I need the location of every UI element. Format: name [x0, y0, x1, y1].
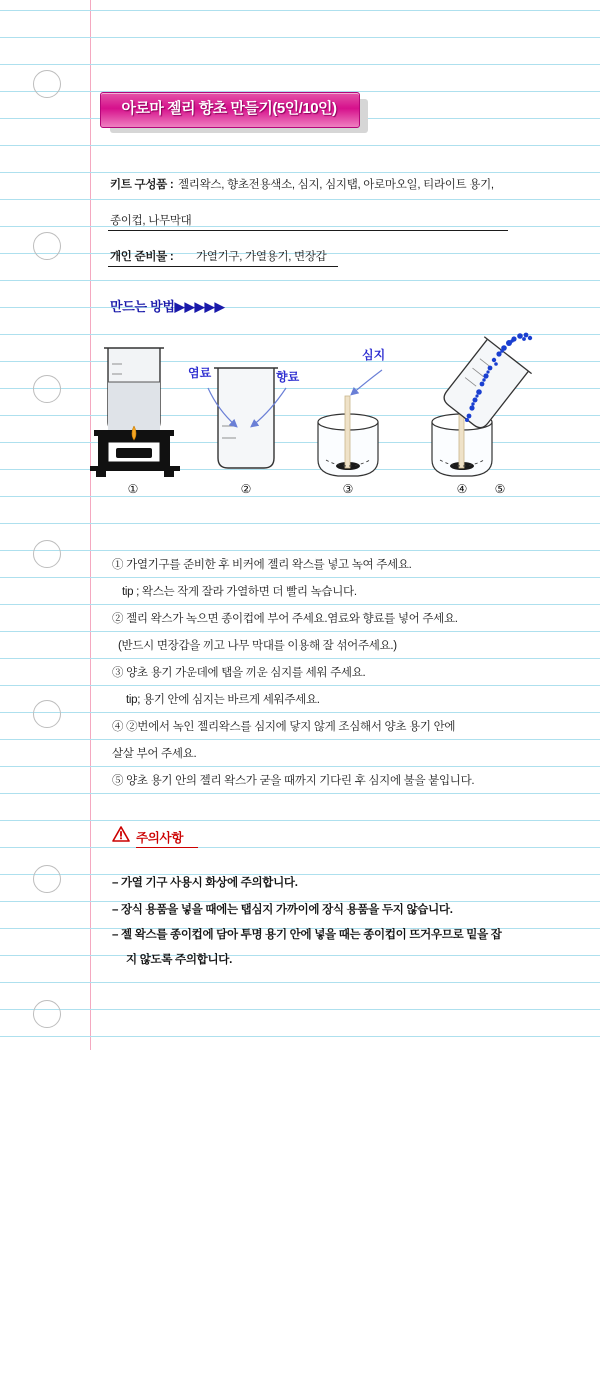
- caution-line-4: 지 않도록 주의합니다.: [126, 954, 232, 966]
- kit-label: 키트 구성품 :: [110, 179, 174, 191]
- diagram-step-5: ⑤: [494, 482, 506, 496]
- caution-title-underline: [136, 847, 198, 848]
- label-wick: 심지: [362, 348, 386, 362]
- step-text-1-tip: tip ; 왁스는 작게 잘라 가열하면 더 빨리 녹습니다.: [122, 586, 357, 598]
- caution-line-2: – 장식 용품을 넣을 때에는 탭심지 가까이에 장식 용품을 두지 않습니다.: [112, 904, 453, 916]
- step-text-2-note: (반드시 면장갑을 끼고 나무 막대를 이용해 잘 섞어주세요.): [118, 640, 397, 652]
- step-text-2: ② 젤리 왁스가 녹으면 종이컵에 부어 주세요.염료와 향료를 넣어 주세요.: [112, 613, 458, 625]
- step-text-4: ④ ②번에서 녹인 젤리왁스를 심지에 닿지 않게 조심해서 양초 용기 안에: [112, 721, 456, 733]
- method-heading: [110, 296, 225, 315]
- title-banner: [100, 92, 365, 132]
- step2-beaker: [214, 368, 278, 468]
- kit-underline: [108, 230, 508, 231]
- step-text-4-cont: 살살 부어 주세요.: [112, 748, 197, 760]
- kit-line2: 종이컵, 나무막대: [110, 215, 192, 227]
- caution-line-3: – 젤 왁스를 종이컵에 담아 투명 용기 안에 넣을 때는 종이컵이 뜨거우므로 밑을 잡: [112, 929, 502, 941]
- personal-label: 개인 준비물 :: [110, 251, 174, 263]
- step-text-3-tip: tip; 용기 안에 심지는 바르게 세워주세요.: [126, 694, 320, 706]
- diagram-step-1: ①: [127, 482, 139, 496]
- wick-arrow: [352, 370, 382, 394]
- caution-line-1: – 가열 기구 사용시 화상에 주의합니다.: [112, 877, 298, 889]
- step-text-3: ③ 양초 용기 가운데에 탭을 끼운 심지를 세워 주세요.: [112, 667, 366, 679]
- diagram-step-2: ②: [240, 482, 252, 496]
- caution-title: 주의사항: [136, 831, 184, 845]
- page-title: 아로마 젤리 향초 만들기(5인/10인): [121, 100, 337, 117]
- process-diagram: [90, 330, 560, 510]
- kit-line1: 젤리왁스, 향초전용색소, 심지, 심지탭, 아로마오일, 티라이트 용기,: [178, 179, 494, 191]
- diagram-step-4: ④: [456, 482, 468, 496]
- step1-heating-beaker: [90, 348, 180, 477]
- step-text-5: ⑤ 양초 용기 안의 젤리 왁스가 굳을 때까지 기다린 후 심지에 불을 붙입니다.: [112, 775, 475, 787]
- personal-line1: 가열기구, 가열용기, 면장갑: [196, 251, 327, 263]
- warning-triangle-icon: [112, 826, 130, 842]
- personal-underline: [108, 266, 338, 267]
- step-text-1: ① 가열기구를 준비한 후 비커에 젤리 왁스를 넣고 녹여 주세요.: [112, 559, 412, 571]
- step3-container-with-wick: [318, 396, 378, 476]
- label-dye: 염료: [188, 366, 212, 380]
- label-fragrance: 향료: [276, 370, 300, 384]
- diagram-step-3: ③: [342, 482, 354, 496]
- method-heading-arrows: ▶▶▶▶▶: [174, 299, 225, 314]
- method-heading-text: 만드는 방법: [110, 299, 175, 314]
